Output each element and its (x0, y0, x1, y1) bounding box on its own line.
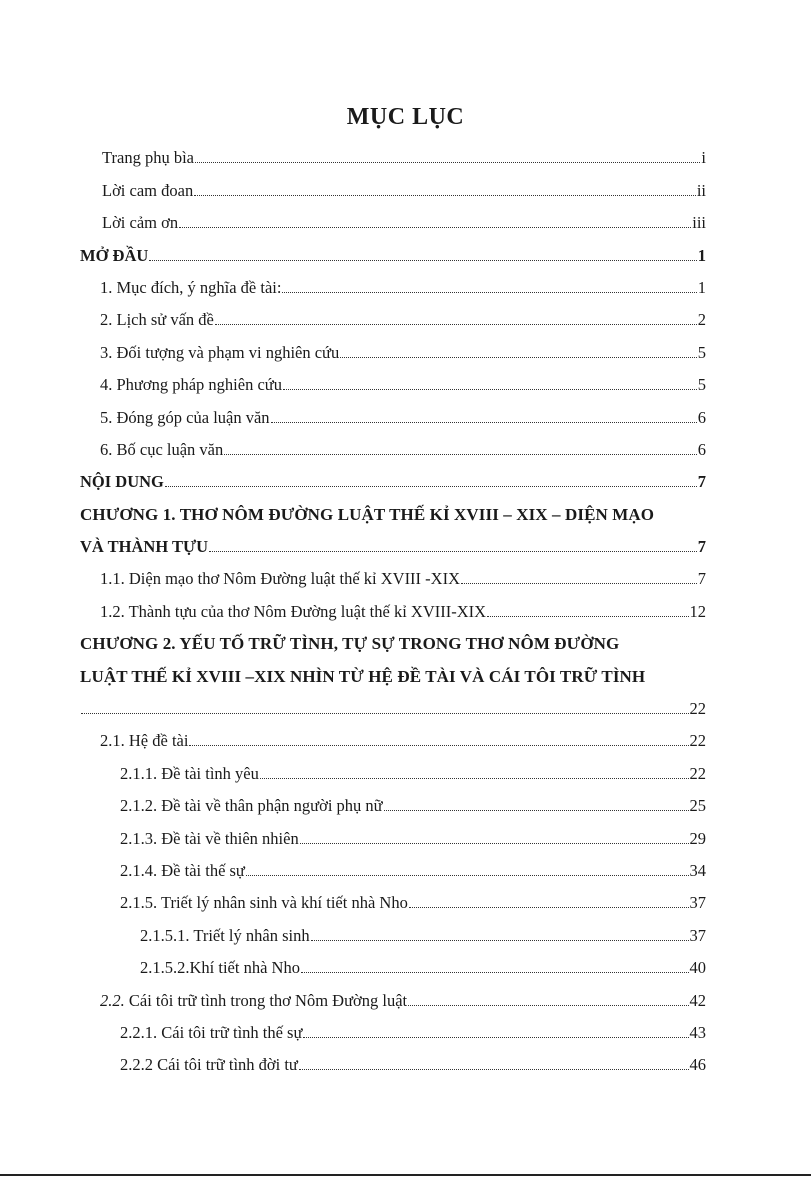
table-of-contents (80, 140, 706, 1079)
toc-page-number: 46 (689, 1055, 706, 1075)
toc-entry-intro-1[interactable] (80, 270, 706, 302)
toc-entry-label: 2.1.4. Đề tài thế sự (120, 860, 245, 880)
toc-page-number: 34 (689, 860, 706, 880)
toc-heading-content[interactable] (80, 464, 706, 496)
dot-leader (165, 486, 697, 487)
dot-leader (340, 357, 697, 358)
toc-entry-label: 2.1.5.1. Triết lý nhân sinh (140, 925, 310, 945)
toc-entry-label: 5. Đóng góp của luận văn (100, 407, 270, 427)
toc-entry-label: Lời cam đoan (102, 180, 194, 200)
chapter-2-page-line[interactable] (80, 691, 706, 723)
toc-page-number: 5 (697, 342, 706, 362)
toc-page-number: 1 (697, 245, 706, 265)
toc-page-number: 1 (697, 277, 706, 297)
toc-entry-label: 2.1.1. Đề tài tình yêu (120, 763, 259, 783)
toc-entry-2-1-4[interactable] (80, 853, 706, 885)
toc-entry-intro-5[interactable] (80, 399, 706, 431)
dot-leader (215, 324, 697, 325)
dot-leader (209, 551, 697, 552)
toc-page-number: i (701, 148, 706, 168)
toc-entry-label: 2. Lịch sử vấn đề (100, 310, 214, 330)
toc-page-number: 42 (689, 990, 706, 1010)
toc-entry-1-1[interactable] (80, 561, 706, 593)
toc-page-number: 29 (689, 828, 706, 848)
toc-entry-cover[interactable] (80, 140, 706, 172)
dot-leader (300, 843, 689, 844)
toc-entry-label: 6. Bố cục luận văn (100, 439, 224, 459)
toc-entry-label: 1.1. Diện mạo thơ Nôm Đường luật thế kỉ XVIII -XIX (100, 569, 460, 589)
toc-page-number: 40 (689, 958, 706, 978)
toc-page-number: 12 (689, 601, 706, 621)
toc-page-number: 6 (697, 407, 706, 427)
toc-page-number: 22 (689, 763, 706, 783)
toc-page-number: 7 (697, 537, 706, 557)
toc-page-number: 5 (697, 375, 706, 395)
toc-entry-2-2-1[interactable] (80, 1015, 706, 1047)
toc-page-number: 7 (697, 472, 706, 492)
toc-page-number: 7 (697, 569, 706, 589)
toc-entry-label: Trang phụ bìa (102, 148, 194, 168)
dot-leader (260, 778, 689, 779)
dot-leader (246, 875, 689, 876)
dot-leader (303, 1037, 688, 1038)
toc-heading-label: NỘI DUNG (80, 472, 164, 492)
chapter-1-title-line-2[interactable] (80, 529, 706, 561)
toc-page-number: ii (696, 180, 706, 200)
toc-page-number: 6 (697, 439, 706, 459)
page-title: MỤC LỤC (346, 104, 465, 130)
toc-entry-intro-3[interactable] (80, 334, 706, 366)
toc-entry-intro-4[interactable] (80, 367, 706, 399)
chapter-title-label: VÀ THÀNH TỰU (80, 537, 209, 557)
toc-heading-label: MỞ ĐẦU (80, 245, 149, 265)
toc-entry-2-1-2[interactable] (80, 788, 706, 820)
dot-leader (271, 422, 697, 423)
toc-entry-label: 2.1.5.2.Khí tiết nhà Nho (140, 958, 300, 978)
dot-leader (311, 940, 689, 941)
chapter-2-title-line-1[interactable]: CHƯƠNG 2. YẾU TỐ TRỮ TÌNH, TỰ SỰ TRONG THƠ NÔM ĐƯỜNG (80, 634, 620, 654)
toc-page-number: 22 (689, 731, 706, 751)
dot-leader (299, 1069, 689, 1070)
toc-entry-2-2-2[interactable] (80, 1047, 706, 1079)
toc-entry-label: 2.2.2 Cái tôi trữ tình đời tư (120, 1055, 298, 1075)
toc-entry-label: 2.1.3. Đề tài về thiên nhiên (120, 828, 299, 848)
toc-heading-introduction[interactable] (80, 237, 706, 269)
dot-leader (408, 1005, 688, 1006)
dot-leader (81, 713, 689, 714)
toc-page-number: 43 (689, 1022, 706, 1042)
dot-leader (409, 907, 689, 908)
dot-leader (487, 616, 688, 617)
toc-entry-2-1-5[interactable] (80, 885, 706, 917)
chapter-2-title-line-2[interactable]: LUẬT THẾ KỈ XVIII –XIX NHÌN TỪ HỆ ĐỀ TÀI VÀ CÁI TÔI TRỮ TÌNH (80, 666, 646, 686)
section-title: Cái tôi trữ tình trong thơ Nôm Đường luật (124, 990, 408, 1010)
toc-entry-label: 2.2.1. Cái tôi trữ tình thế sự (120, 1022, 303, 1042)
dot-leader (224, 454, 696, 455)
toc-entry-label: 2.1. Hệ đề tài (100, 731, 189, 751)
toc-entry-label: Lời cảm ơn (102, 213, 179, 233)
toc-entry-2-1-5-2[interactable] (80, 950, 706, 982)
dot-leader (179, 227, 691, 228)
toc-entry-2-1-1[interactable] (80, 755, 706, 787)
toc-page-number: 25 (689, 796, 706, 816)
toc-entry-2-1-3[interactable] (80, 820, 706, 852)
dot-leader (461, 583, 697, 584)
dot-leader (301, 972, 689, 973)
toc-entry-acknowledgement[interactable] (80, 205, 706, 237)
toc-entry-label (100, 991, 407, 1011)
toc-page-number: 37 (689, 893, 706, 913)
toc-page-number: 22 (689, 699, 706, 719)
toc-entry-label: 1. Mục đích, ý nghĩa đề tài: (100, 277, 282, 297)
toc-entry-declaration[interactable] (80, 172, 706, 204)
toc-page-number: 37 (689, 925, 706, 945)
toc-entry-intro-2[interactable] (80, 302, 706, 334)
toc-entry-2-1-5-1[interactable] (80, 917, 706, 949)
toc-entry-1-2[interactable] (80, 593, 706, 625)
dot-leader (195, 162, 700, 163)
toc-entry-label: 1.2. Thành tựu của thơ Nôm Đường luật thế kỉ XVIII-XIX (100, 601, 487, 621)
toc-entry-label: 2.1.2. Đề tài về thân phận người phụ nữ (120, 796, 383, 816)
toc-page-number: iii (692, 213, 706, 233)
dot-leader (384, 810, 689, 811)
dot-leader (149, 260, 696, 261)
dot-leader (189, 745, 688, 746)
toc-entry-intro-6[interactable] (80, 432, 706, 464)
toc-entry-label: 4. Phương pháp nghiên cứu (100, 375, 282, 395)
toc-entry-2-2[interactable] (80, 982, 706, 1014)
toc-page-number: 2 (697, 310, 706, 330)
chapter-1-title-line-1[interactable]: CHƯƠNG 1. THƠ NÔM ĐƯỜNG LUẬT THẾ KỈ XVIII – XIX – DIỆN MẠO (80, 504, 655, 524)
dot-leader (282, 292, 696, 293)
toc-entry-2-1[interactable] (80, 723, 706, 755)
toc-entry-label: 3. Đối tượng và phạm vi nghiên cứu (100, 342, 340, 362)
toc-entry-label: 2.1.5. Triết lý nhân sinh và khí tiết nhà Nho (120, 893, 408, 913)
dot-leader (283, 389, 697, 390)
dot-leader (194, 195, 696, 196)
page-bottom-rule (0, 1174, 811, 1176)
section-number: 2.2. (100, 990, 125, 1010)
